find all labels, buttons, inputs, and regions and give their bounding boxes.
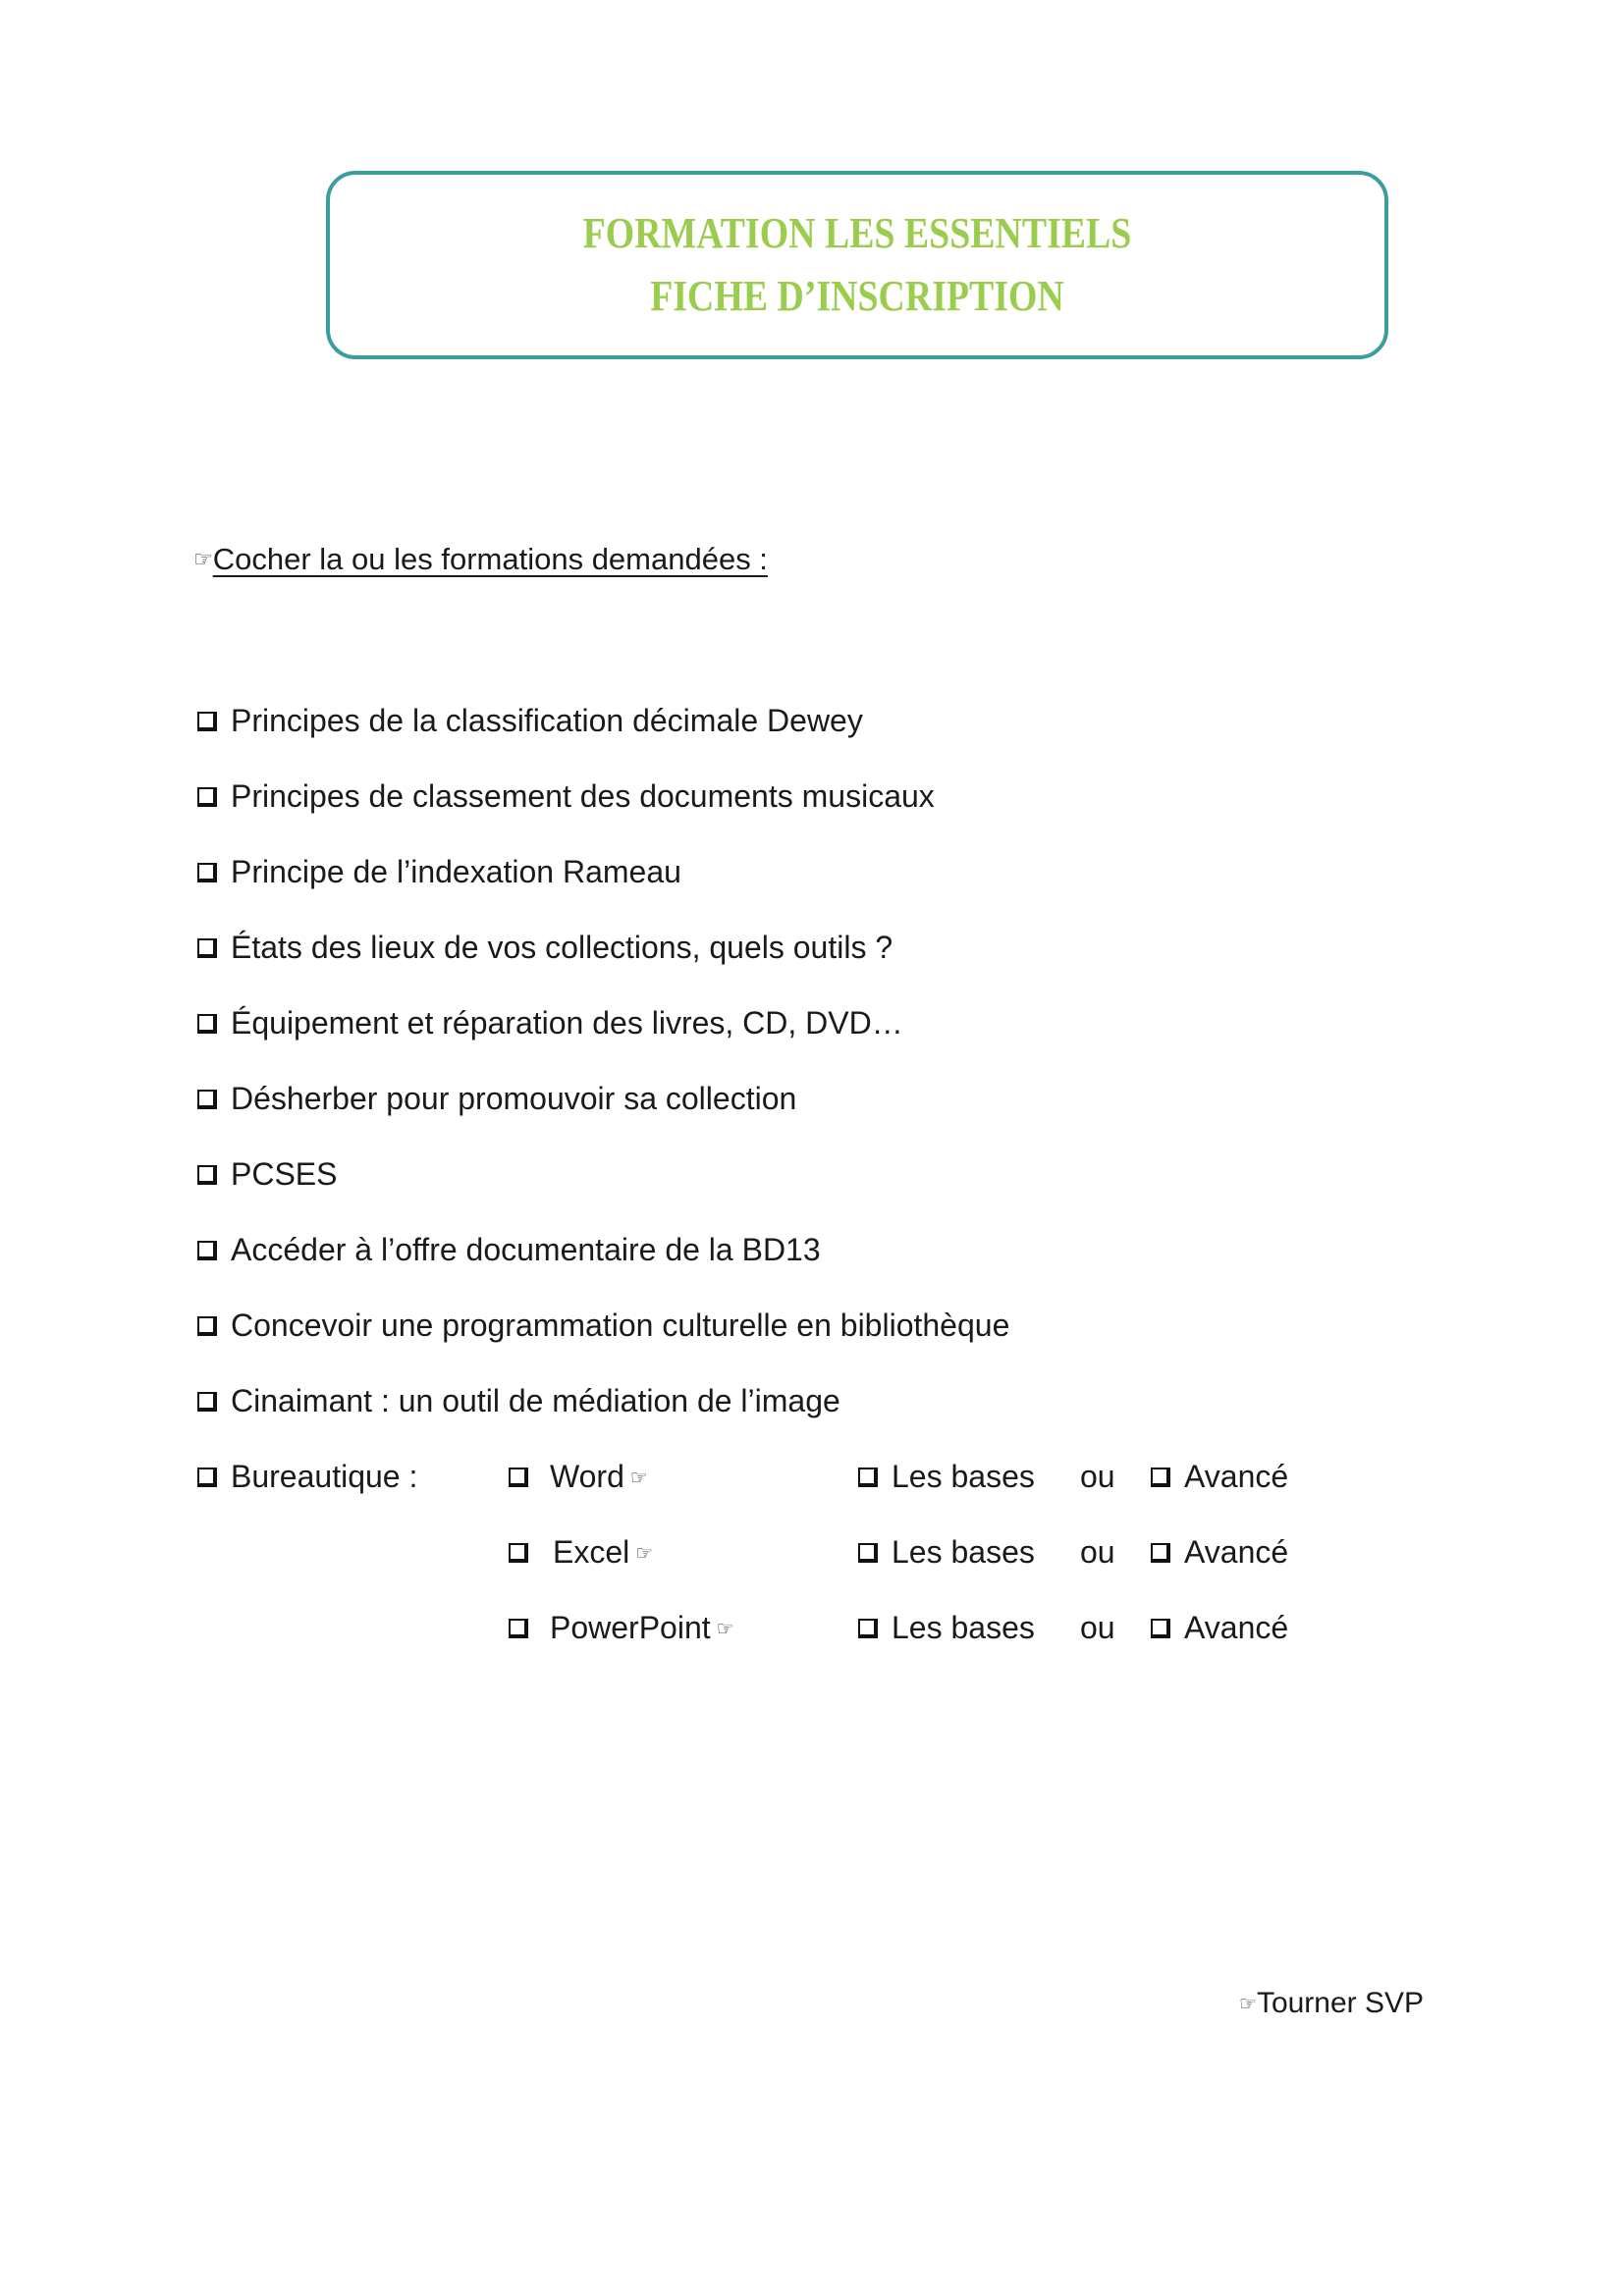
level-advanced-powerpoint[interactable] — [1151, 1608, 1288, 1647]
level-label: Les bases — [892, 1534, 1035, 1570]
course-label: Principes de classement des documents musicaux — [231, 778, 935, 814]
checkbox[interactable] — [858, 1543, 878, 1563]
course-label: États des lieux de vos collections, quels outils ? — [231, 930, 893, 965]
pointing-hand-icon: ☞ — [193, 548, 213, 572]
course-label: Cinaimant : un outil de médiation de l’image — [231, 1383, 840, 1418]
checkbox[interactable] — [197, 863, 217, 882]
app-label: Excel — [553, 1534, 630, 1570]
level-basic-word[interactable] — [858, 1457, 1035, 1496]
course-item-rameau[interactable] — [197, 852, 681, 891]
checkbox[interactable] — [509, 1543, 528, 1563]
checkbox[interactable] — [858, 1619, 878, 1638]
course-item-bd13-offer[interactable] — [197, 1230, 821, 1269]
level-label: Avancé — [1184, 1459, 1289, 1494]
turn-page-note — [1239, 1987, 1424, 2020]
or-separator: ou — [1080, 1459, 1115, 1494]
course-label: Équipement et réparation des livres, CD, DVD… — [231, 1005, 903, 1041]
level-label: Avancé — [1184, 1534, 1289, 1570]
course-item-pcses[interactable] — [197, 1154, 337, 1194]
course-label: Désherber pour promouvoir sa collection — [231, 1081, 797, 1116]
instruction-text: Cocher la ou les formations demandées : — [212, 542, 768, 576]
course-item-weeding[interactable] — [197, 1079, 796, 1118]
course-item-cultural-programming[interactable] — [197, 1306, 1009, 1345]
level-label: Avancé — [1184, 1610, 1289, 1645]
checkbox[interactable] — [197, 1090, 217, 1109]
course-item-equipment-repair[interactable] — [197, 1003, 903, 1042]
checkbox[interactable] — [197, 1316, 217, 1336]
or-separator: ou — [1080, 1610, 1115, 1645]
checkbox[interactable] — [197, 938, 217, 958]
course-label: Accéder à l’offre documentaire de la BD13 — [231, 1232, 821, 1267]
pointing-hand-icon: ☞ — [716, 1617, 734, 1640]
pointing-hand-icon: ☞ — [635, 1541, 654, 1565]
checkbox[interactable] — [197, 1241, 217, 1260]
instruction — [193, 542, 768, 577]
bureautique-item[interactable] — [197, 1457, 417, 1496]
checkbox[interactable] — [197, 1014, 217, 1034]
checkbox[interactable] — [858, 1468, 878, 1487]
level-basic-excel[interactable] — [858, 1532, 1035, 1572]
title-box — [326, 171, 1388, 359]
course-label: Principes de la classification décimale Dewey — [231, 703, 863, 738]
turn-page-text: Tourner SVP — [1256, 1987, 1425, 2019]
title-line-2: FICHE D’INSCRIPTION — [650, 272, 1064, 320]
bureautique-label: Bureautique : — [231, 1459, 418, 1494]
checkbox[interactable] — [509, 1619, 528, 1638]
level-advanced-word[interactable] — [1151, 1457, 1288, 1496]
level-label: Les bases — [892, 1610, 1035, 1645]
checkbox[interactable] — [197, 1165, 217, 1185]
checkbox[interactable] — [197, 712, 217, 731]
app-label: PowerPoint — [550, 1610, 711, 1645]
checkbox[interactable] — [509, 1468, 528, 1487]
level-basic-powerpoint[interactable] — [858, 1608, 1035, 1647]
app-option-powerpoint[interactable] — [509, 1608, 734, 1648]
level-advanced-excel[interactable] — [1151, 1532, 1288, 1572]
checkbox[interactable] — [1151, 1619, 1170, 1638]
course-label: Concevoir une programmation culturelle en bibliothèque — [231, 1308, 1010, 1343]
course-item-musical-documents[interactable] — [197, 776, 935, 816]
course-item-dewey[interactable] — [197, 701, 863, 740]
course-item-cinaimant[interactable] — [197, 1381, 840, 1420]
level-label: Les bases — [892, 1459, 1035, 1494]
course-label: PCSES — [231, 1156, 338, 1192]
checkbox[interactable] — [197, 1468, 217, 1487]
title-line-1: FORMATION LES ESSENTIELS — [582, 209, 1132, 257]
pointing-hand-icon: ☞ — [1239, 1992, 1257, 2015]
course-label: Principe de l’indexation Rameau — [231, 854, 681, 889]
or-separator: ou — [1080, 1534, 1115, 1570]
checkbox[interactable] — [197, 1392, 217, 1412]
pointing-hand-icon: ☞ — [629, 1466, 648, 1489]
app-label: Word — [550, 1459, 624, 1494]
checkbox[interactable] — [1151, 1543, 1170, 1563]
app-option-excel[interactable] — [509, 1532, 653, 1573]
course-item-collection-inventory[interactable] — [197, 928, 893, 967]
checkbox[interactable] — [1151, 1468, 1170, 1487]
checkbox[interactable] — [197, 787, 217, 807]
app-option-word[interactable] — [509, 1457, 648, 1497]
